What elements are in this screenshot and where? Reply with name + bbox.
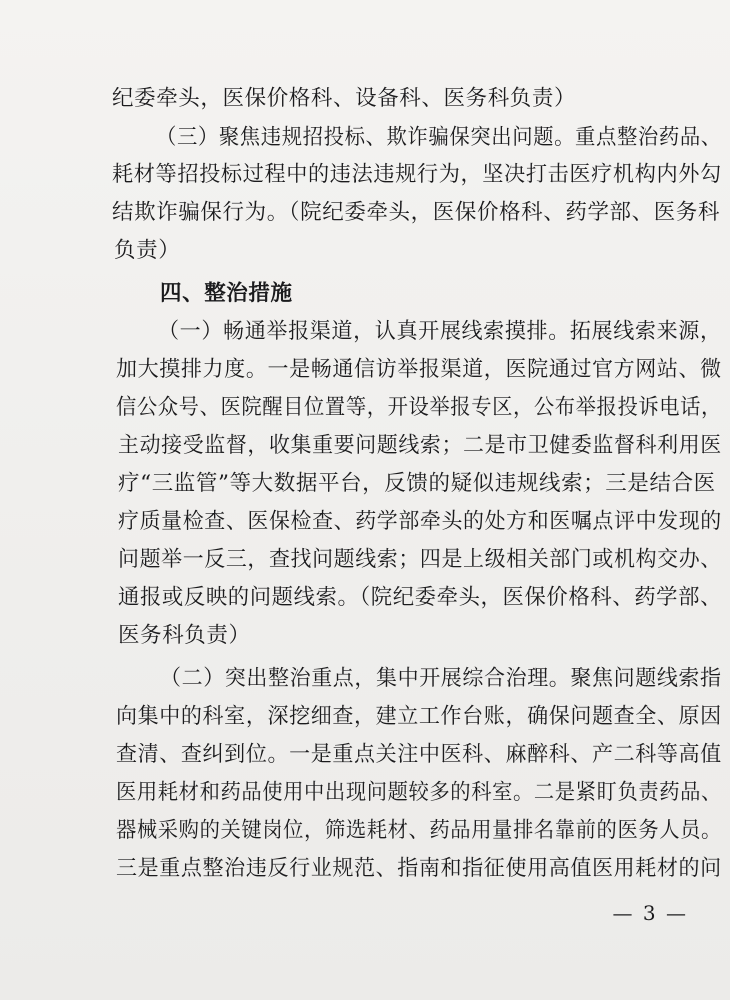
text-line: 疗“三监管”等大数据平台，反馈的疑似违规线索；三是结合医: [118, 471, 716, 496]
text-line: 器械采购的关键岗位，筛选耗材、药品用量排名靠前的医务人员。: [116, 818, 722, 843]
text-line: 负责）: [114, 238, 181, 263]
text-line: 耗材等招投标过程中的违法违规行为，坚决打击医疗机构内外勾: [112, 162, 722, 187]
text-line: 医务科负责）: [118, 623, 251, 648]
text-line: 查清、查纠到位。一是重点关注中医科、麻醉科、产二科等高值: [116, 742, 722, 767]
text-line: （三）聚焦违规招投标、欺诈骗保突出问题。重点整治药品、: [156, 125, 722, 150]
text-line: 向集中的科室，深挖细查，建立工作台账，确保问题查全、原因: [116, 704, 722, 729]
text-line: 结欺诈骗保行为。（院纪委牵头，医保价格科、药学部、医务科: [112, 200, 721, 225]
text-line: （二）突出整治重点，集中开展综合治理。聚焦问题线索指: [160, 666, 722, 691]
text-line: 加大摸排力度。一是畅通信访举报渠道，医院通过官方网站、微: [116, 357, 722, 382]
text-line: 医用耗材和药品使用中出现问题较多的科室。二是紧盯负责药品、: [116, 780, 722, 805]
page-number: — 3 —: [612, 901, 688, 925]
text-line: （一）畅通举报渠道，认真开展线索摸排。拓展线索来源，: [158, 319, 722, 344]
text-line: 三是重点整治违反行业规范、指南和指征使用高值医用耗材的问: [116, 856, 722, 881]
text-line: 主动接受监督，收集重要问题线索；二是市卫健委监督科利用医: [118, 433, 722, 458]
text-line: 通报或反映的问题线索。（院纪委牵头，医保价格科、药学部、: [118, 585, 723, 610]
text-line: 信公众号、医院醒目位置等，开设举报专区，公布举报投诉电话，: [116, 395, 722, 420]
text-line: 疗质量检查、医保检查、药学部牵头的处方和医嘱点评中发现的: [118, 509, 722, 534]
text-line: 纪委牵头，医保价格科、设备科、医务科负责）: [112, 86, 577, 111]
text-line: 问题举一反三，查找问题线索；四是上级相关部门或机构交办、: [118, 547, 722, 572]
section-heading: 四、整治措施: [160, 281, 293, 306]
